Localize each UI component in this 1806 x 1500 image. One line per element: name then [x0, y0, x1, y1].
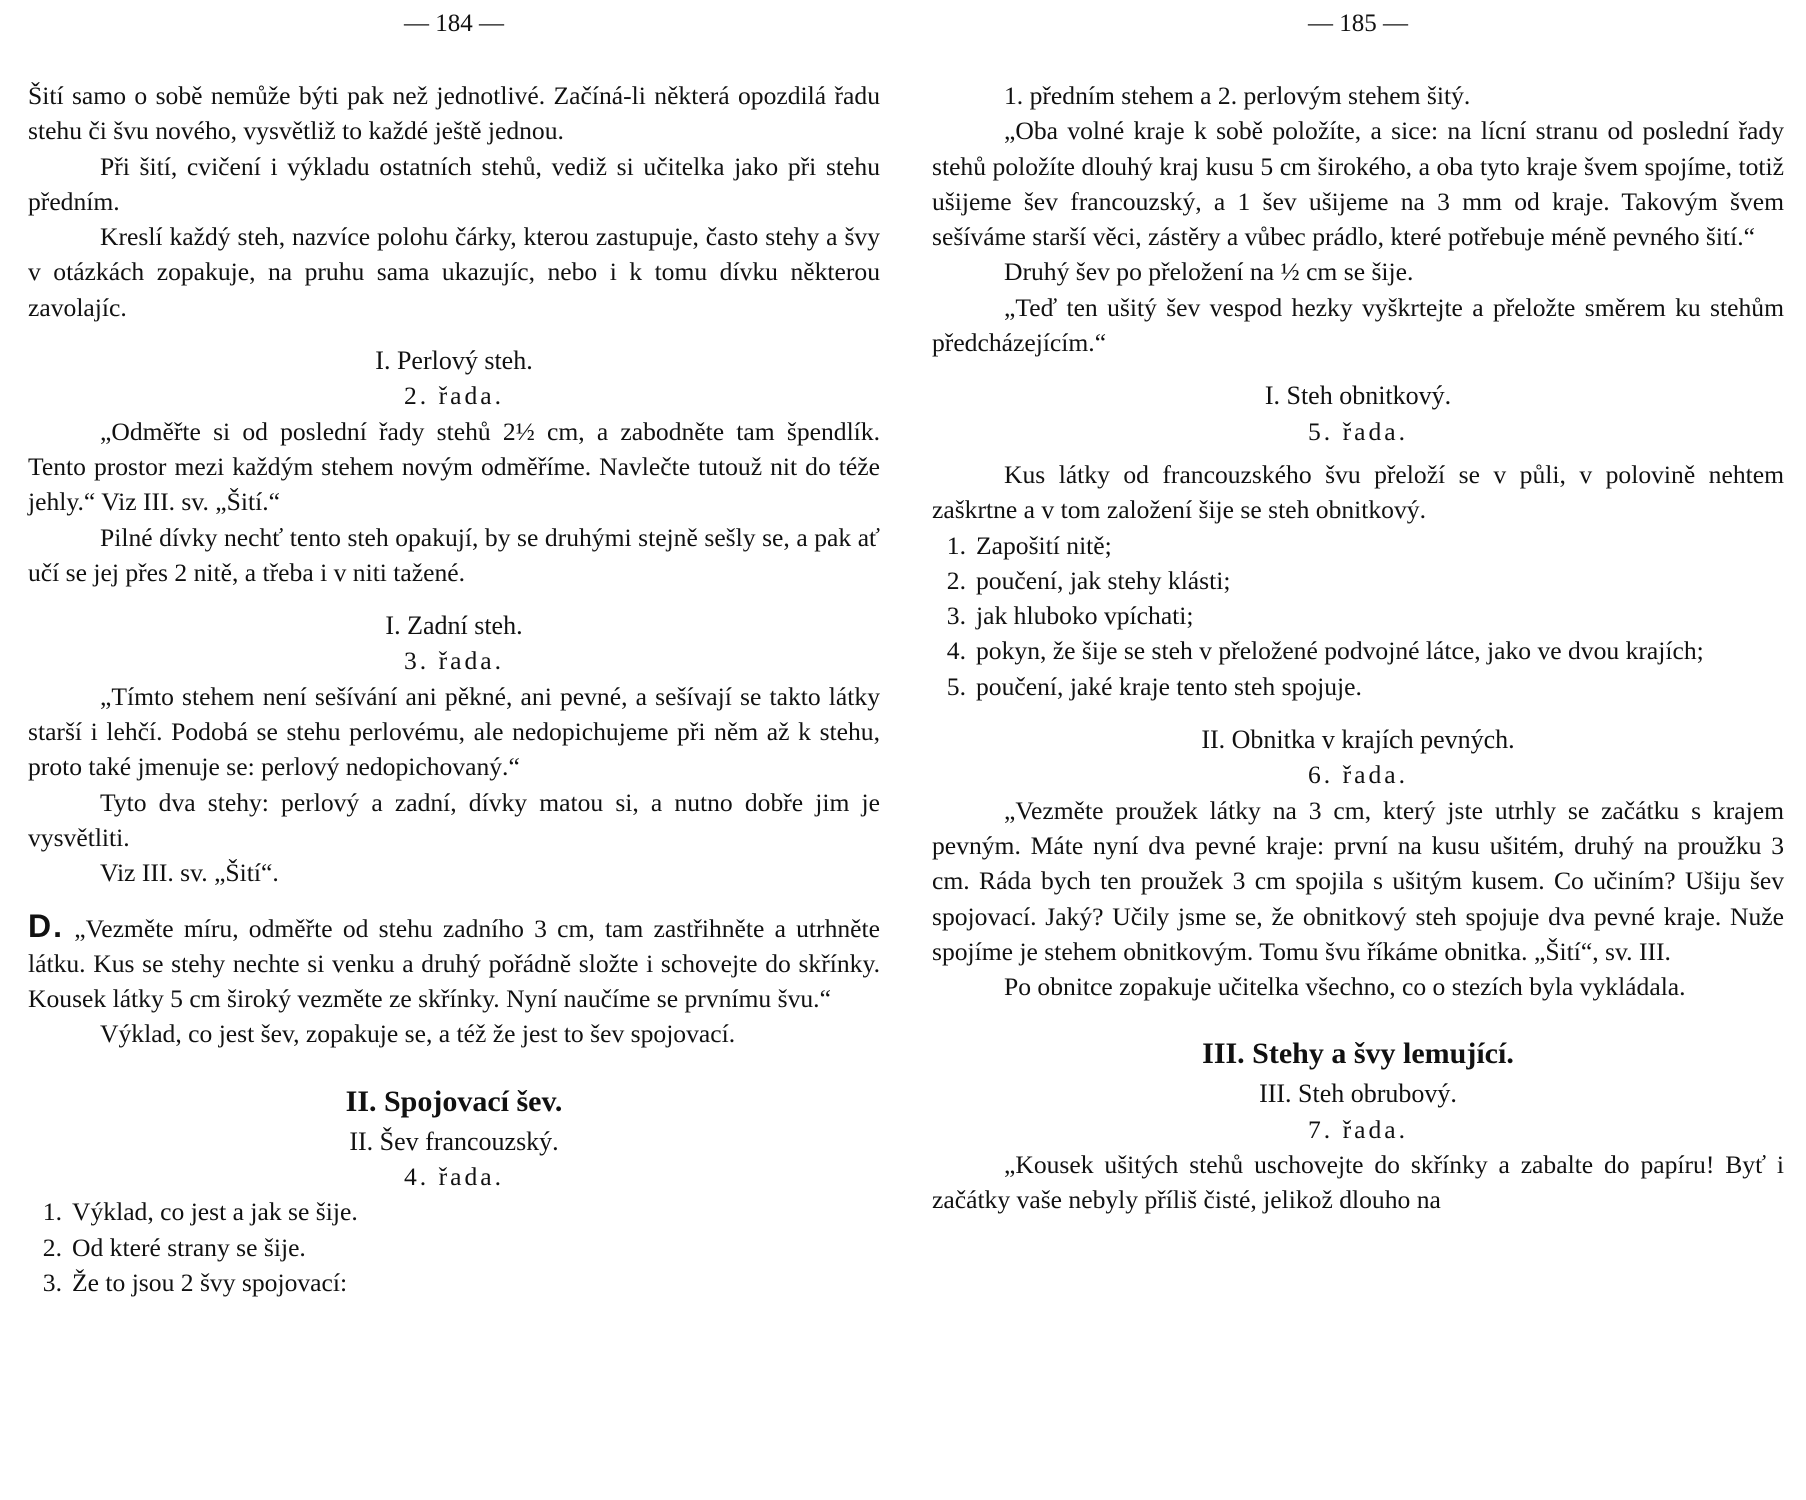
list-text: Že to jsou 2 švy spojovací: — [72, 1267, 348, 1297]
section-mark-d: D. — [28, 907, 64, 944]
list-item — [932, 669, 1784, 704]
list-text: pokyn, že šije se steh v přeložené podvojné látce, jako ve dvou krajích; — [976, 636, 1704, 666]
page-body — [28, 78, 880, 1300]
paragraph-text: „Vezměte míru, odměřte od stehu zadního 3 cm, tam zastřihněte a utrhněte látku. Kus se stehy nechte si venku a druhý pořádně složte i schovejte do skřínky. Kousek látky 5 cm široký vezměte ze skřínky. Nyní naučíme se prvnímu švu.“ — [28, 913, 880, 1014]
row-label: 6. řada. — [1307, 760, 1409, 790]
numbered-list — [28, 1194, 880, 1300]
section-heading: II. Obnitka v krajích pevných. — [1201, 725, 1515, 755]
page-body — [932, 78, 1784, 1218]
list-number: 2. — [946, 565, 966, 595]
chapter-heading: II. Spojovací šev. — [345, 1084, 563, 1118]
list-item — [932, 528, 1784, 563]
list-text: jak hluboko vpíchati; — [976, 601, 1194, 631]
list-text: Výklad, co jest a jak se šije. — [72, 1197, 358, 1227]
row-label: 7. řada. — [1307, 1114, 1409, 1144]
list-item — [932, 633, 1784, 668]
section-heading: I. Zadní steh. — [385, 611, 523, 641]
paragraph: Druhý šev po přeložení na ½ cm se šije. — [1004, 257, 1414, 287]
paragraph: Šití samo o sobě nemůže býti pak než jednotlivé. Začíná-li některá opozdilá řadu stehu či švu nového, vysvětliž to každé ještě jednou. — [28, 81, 880, 146]
right-page — [932, 0, 1784, 1500]
paragraph: Viz III. sv. „Šití“. — [100, 858, 279, 888]
list-item — [28, 1230, 880, 1265]
list-number: 5. — [946, 671, 966, 701]
paragraph: „Kousek ušitých stehů uschovejte do skřínky a zabalte do papíru! Byť i začátky vaše nebyly příliš čisté, jelikož dlouho na — [932, 1150, 1784, 1215]
paragraph-d — [28, 909, 880, 1017]
list-number: 4. — [946, 636, 966, 666]
list-item — [28, 1194, 880, 1229]
list-number: 2. — [42, 1232, 62, 1262]
list-number: 3. — [42, 1267, 62, 1297]
list-item — [932, 563, 1784, 598]
section-heading: I. Steh obnitkový. — [1264, 381, 1452, 411]
list-text: poučení, jak stehy klásti; — [976, 565, 1231, 595]
paragraph: Po obnitce zopakuje učitelka všechno, co o stezích byla vykládala. — [1004, 972, 1686, 1002]
list-item — [28, 1265, 880, 1300]
chapter-heading: III. Stehy a švy lemující. — [1202, 1037, 1514, 1071]
paragraph: Tyto dva stehy: perlový a zadní, dívky matou si, a nutno dobře jim je vysvětliti. — [28, 787, 880, 852]
list-number: 3. — [946, 601, 966, 631]
list-text: Od které strany se šije. — [72, 1232, 306, 1262]
list-text: Zapošití nitě; — [976, 530, 1112, 560]
list-text: poučení, jaké kraje tento steh spojuje. — [976, 671, 1362, 701]
paragraph: „Oba volné kraje k sobě položíte, a sice: na lícní stranu od poslední řady stehů položíte dlouhý kraj kusu 5 cm širokého, a oba tyto kraje švem spojíme, totiž ušijeme šev francouzský, a 1 šev ušijeme na 3 mm od kraje. Takovým švem sešíváme starší věci, zástěry a vůbec prádlo, které potřebuje méně pevného šití.“ — [932, 116, 1784, 252]
row-label: 3. řada. — [403, 646, 505, 676]
paragraph: „Tímto stehem není sešívání ani pěkné, ani pevné, a sešívají se takto látky starší i lehčí. Podobá se stehu perlovému, ale nedopichujeme při něm až k stehu, proto také jmenuje se: perlový nedopichovaný.“ — [28, 681, 880, 782]
paragraph: „Odměřte si od poslední řady stehů 2½ cm, a zabodněte tam špendlík. Tento prostor mezi každým stehem novým odměříme. Navlečte tutouž nit do téže jehly.“ Viz III. sv. „Šití.“ — [28, 416, 880, 517]
row-label: 4. řada. — [403, 1162, 505, 1192]
list-number: 1. — [42, 1197, 62, 1227]
row-label: 5. řada. — [1307, 416, 1409, 446]
list-number: 1. — [946, 530, 966, 560]
section-heading: I. Perlový steh. — [375, 346, 533, 376]
paragraph: „Vezměte proužek látky na 3 cm, který jste utrhly se začátku s krajem pevným. Máte nyní dva pevné kraje: první na kusu ušitém, druhý na proužku 3 cm. Ráda bych ten proužek 3 cm spojila s ušitým kusem. Co učiním? Ušiju šev spojovací. Jaký? Učily jsme se, že obnitkový steh spojuje dva pevné kraje. Nuže spojíme je stehem obnitkovým. Tomu švu říkáme obnitka. „Šití“, sv. III. — [932, 795, 1784, 966]
section-heading: III. Steh obrubový. — [1259, 1079, 1457, 1109]
paragraph: Kus látky od francouzského švu přeloží se v půli, v polovině nehtem zaškrtne a v tom založení šije se steh obnitkový. — [932, 459, 1784, 525]
paragraph: Pilné dívky nechť tento steh opakují, by se druhými stejně sešly se, a pak ať učí se jej přes 2 nitě, a třeba i v niti tažené. — [28, 522, 880, 587]
paragraph: 1. předním stehem a 2. perlovým stehem šitý. — [1004, 81, 1471, 110]
row-label: 2. řada. — [403, 381, 505, 411]
paragraph: Kreslí každý steh, nazvíce polohu čárky, kterou zastupuje, často stehy a švy v otázkách zopakuje, na pruhu sama ukazujíc, nebo i k tomu dívku některou zavolajíc. — [28, 222, 880, 322]
numbered-list — [932, 528, 1784, 704]
left-page — [28, 0, 880, 1500]
page-number: — 185 — — [1308, 10, 1408, 37]
paragraph: Při šití, cvičení i výkladu ostatních stehů, vediž si učitelka jako při stehu předním. — [28, 151, 880, 216]
list-item — [932, 598, 1784, 633]
paragraph: „Teď ten ušitý šev vespod hezky vyškrtejte a přeložte směrem ku stehům předcházejícím.“ — [932, 292, 1784, 358]
page-number: — 184 — — [404, 10, 504, 37]
section-heading: II. Šev francouzský. — [349, 1126, 559, 1156]
paragraph: Výklad, co jest šev, zopakuje se, a též že jest to šev spojovací. — [100, 1019, 736, 1049]
